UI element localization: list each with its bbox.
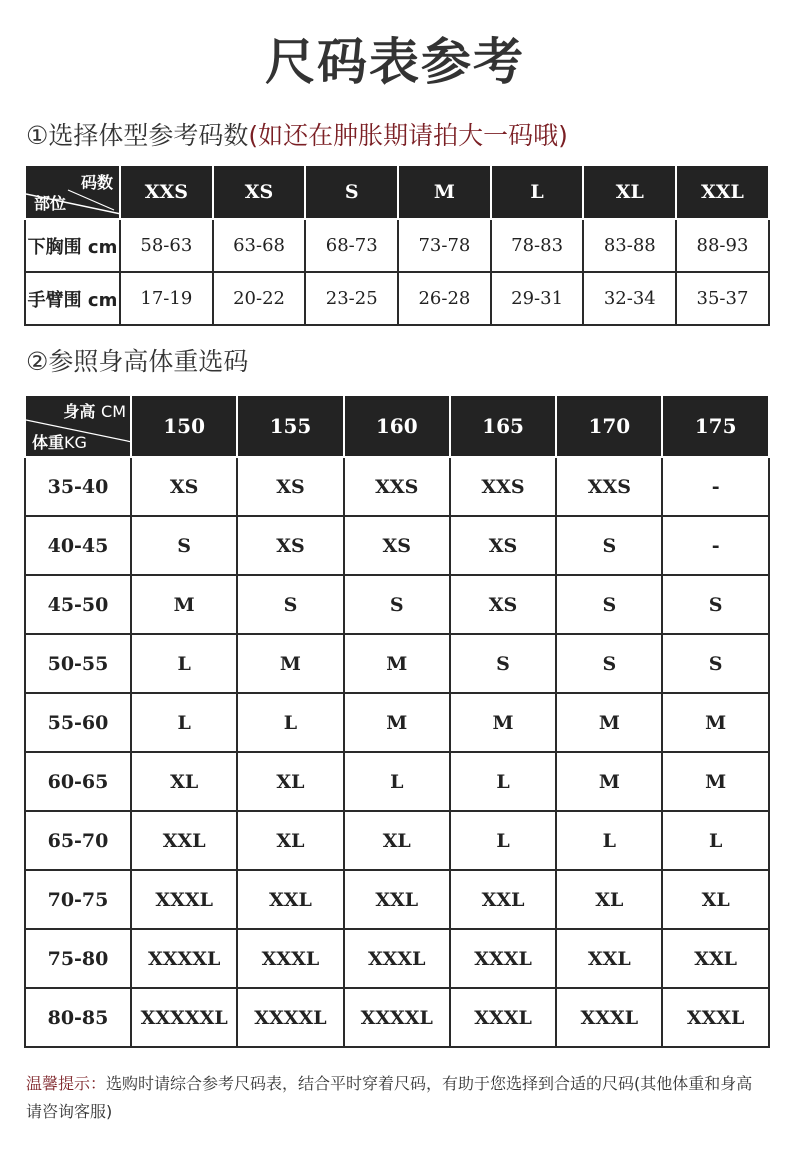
height-col-header: 155 (237, 395, 343, 457)
size-cell: XS (450, 516, 556, 575)
size-cell: XXXXL (237, 988, 343, 1047)
size-cell: XXL (662, 929, 768, 988)
size-cell: L (450, 811, 556, 870)
size-cell: M (556, 693, 662, 752)
page-title: 尺码表参考 (265, 33, 525, 91)
size-cell: XXXXXL (131, 988, 237, 1047)
size-cell: XXXL (237, 929, 343, 988)
table-cell: 83-88 (583, 219, 676, 272)
size-cell: M (131, 575, 237, 634)
table-row (25, 219, 769, 272)
size-cell: XS (237, 516, 343, 575)
height-weight-body (25, 457, 769, 1047)
weight-row-label: 50-55 (25, 634, 131, 693)
size-cell: S (556, 516, 662, 575)
size-cell: L (344, 752, 450, 811)
weight-row-label: 65-70 (25, 811, 131, 870)
row-label-underbust: 下胸围 cm (25, 219, 120, 272)
table-row (25, 870, 769, 929)
weight-row-label: 80-85 (25, 988, 131, 1047)
tip-text: 选购时请综合参考尺码表，结合平时穿着尺码，有助于您选择到合适的尺码(其他体重和身高请咨询客服) (26, 1074, 753, 1121)
size-cell: XXXL (450, 988, 556, 1047)
corner-weight-text: 体重 (32, 433, 65, 452)
size-col-header: XXS (120, 165, 213, 219)
size-cell: M (556, 752, 662, 811)
weight-row-label: 40-45 (25, 516, 131, 575)
size-cell: XXXL (450, 929, 556, 988)
weight-row-label: 35-40 (25, 457, 131, 516)
height-weight-corner-cell (25, 395, 131, 457)
size-cell: L (450, 752, 556, 811)
table-row (25, 988, 769, 1047)
corner-size-label: 码数 (80, 173, 113, 192)
size-cell: XXS (450, 457, 556, 516)
section1-heading-note: (如还在肿胀期请拍大一码哦) (248, 121, 568, 150)
size-cell: L (662, 811, 768, 870)
weight-row-label: 75-80 (25, 929, 131, 988)
section1-heading-main: ①选择体型参考码数 (26, 121, 249, 150)
table-row (25, 457, 769, 516)
size-cell: XXXL (556, 988, 662, 1047)
table-cell: 26-28 (398, 272, 491, 325)
table-row (25, 634, 769, 693)
size-cell: - (662, 457, 768, 516)
table-cell: 63-68 (213, 219, 306, 272)
corner-part-label: 部位 (34, 194, 67, 213)
table-row (25, 693, 769, 752)
table-row (25, 516, 769, 575)
table-row (25, 752, 769, 811)
corner-height-label (63, 399, 126, 422)
size-col-header: XL (583, 165, 676, 219)
size-cell: S (237, 575, 343, 634)
table-row (25, 272, 769, 325)
size-cell: XL (237, 811, 343, 870)
size-cell: M (450, 693, 556, 752)
table-row (25, 575, 769, 634)
size-cell: - (662, 516, 768, 575)
size-cell: XL (556, 870, 662, 929)
size-cell: XS (131, 457, 237, 516)
size-cell: L (131, 693, 237, 752)
table-row (25, 929, 769, 988)
height-col-header: 160 (344, 395, 450, 457)
size-cell: M (662, 752, 768, 811)
section1-heading (26, 116, 568, 152)
table-cell: 73-78 (398, 219, 491, 272)
size-col-header: L (491, 165, 584, 219)
size-cell: XXS (556, 457, 662, 516)
size-cell: S (344, 575, 450, 634)
size-cell: XXL (450, 870, 556, 929)
size-cell: S (556, 634, 662, 693)
corner-height-text: 身高 (63, 402, 96, 421)
size-cell: XXXXL (344, 988, 450, 1047)
height-col-header: 170 (556, 395, 662, 457)
table-cell: 68-73 (305, 219, 398, 272)
size-cell: S (662, 634, 768, 693)
size-cell: L (131, 634, 237, 693)
size-cell: XL (344, 811, 450, 870)
corner-weight-label (32, 430, 87, 453)
size-cell: L (237, 693, 343, 752)
table-cell: 29-31 (491, 272, 584, 325)
size-cell: M (344, 693, 450, 752)
row-label-arm: 手臂围 cm (25, 272, 120, 325)
size-cell: XXL (131, 811, 237, 870)
size-cell: S (450, 634, 556, 693)
corner-weight-unit: KG (64, 433, 87, 452)
corner-height-unit: CM (101, 402, 126, 421)
table-cell: 88-93 (676, 219, 769, 272)
size-cell: M (344, 634, 450, 693)
size-cell: XS (344, 516, 450, 575)
tip-label: 温馨提示： (26, 1074, 107, 1093)
size-cell: S (662, 575, 768, 634)
table-cell: 78-83 (491, 219, 584, 272)
body-size-corner-cell (25, 165, 120, 219)
table-cell: 35-37 (676, 272, 769, 325)
size-col-header: XS (213, 165, 306, 219)
size-col-header: S (305, 165, 398, 219)
weight-row-label: 70-75 (25, 870, 131, 929)
tip-note (26, 1070, 766, 1126)
size-cell: XL (237, 752, 343, 811)
weight-row-label: 60-65 (25, 752, 131, 811)
table-cell: 20-22 (213, 272, 306, 325)
size-cell: XL (662, 870, 768, 929)
size-cell: S (131, 516, 237, 575)
size-cell: XXXL (131, 870, 237, 929)
body-size-table (24, 164, 770, 326)
size-cell: S (556, 575, 662, 634)
height-col-header: 175 (662, 395, 768, 457)
size-cell: XXL (556, 929, 662, 988)
height-header-row (25, 395, 769, 457)
table-row (25, 811, 769, 870)
table-cell: 23-25 (305, 272, 398, 325)
table-cell: 32-34 (583, 272, 676, 325)
size-cell: XXL (344, 870, 450, 929)
size-cell: M (237, 634, 343, 693)
size-cell: XXS (344, 457, 450, 516)
table-cell: 58-63 (120, 219, 213, 272)
size-cell: XS (450, 575, 556, 634)
size-cell: XS (237, 457, 343, 516)
body-size-header-row (25, 165, 769, 219)
size-cell: XXXL (662, 988, 768, 1047)
size-cell: XL (131, 752, 237, 811)
size-col-header: XXL (676, 165, 769, 219)
height-col-header: 150 (131, 395, 237, 457)
size-cell: XXXXL (131, 929, 237, 988)
size-cell: M (662, 693, 768, 752)
section2-heading: ②参照身高体重选码 (26, 347, 249, 376)
size-cell: XXL (237, 870, 343, 929)
table-cell: 17-19 (120, 272, 213, 325)
size-cell: XXXL (344, 929, 450, 988)
size-col-header: M (398, 165, 491, 219)
weight-row-label: 55-60 (25, 693, 131, 752)
height-weight-table (24, 394, 770, 1048)
weight-row-label: 45-50 (25, 575, 131, 634)
size-cell: L (556, 811, 662, 870)
height-col-header: 165 (450, 395, 556, 457)
